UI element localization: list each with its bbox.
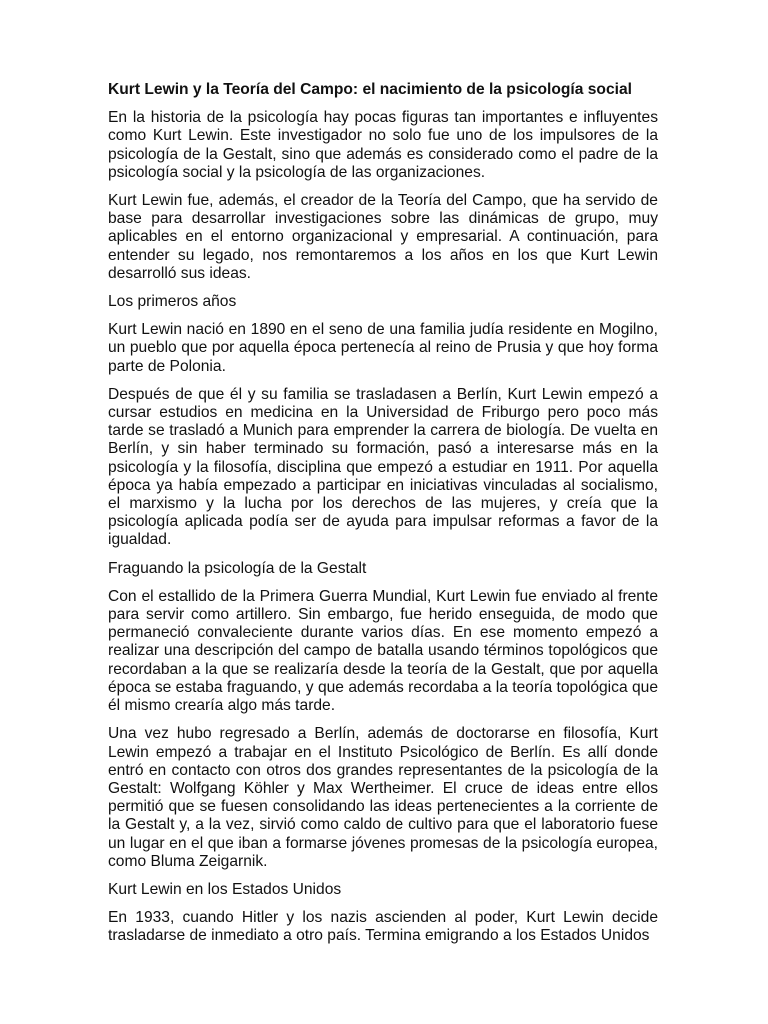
paragraph-berlin-institute: Una vez hubo regresado a Berlín, además de doctorarse en filosofía, Kurt Lewin empezó a trabajar en el Instituto Psicológico de Berlín. Es allí donde entró en contacto con otros dos grandes representantes de la psicología de la Gestalt: Wolfgang Köhler y Max Wertheimer. El cruce de ideas entre ellos permitió que se fuesen consolidando las ideas pertenecientes a la corriente de la Gestalt y, a la vez, sirvió como caldo de cultivo para que el laboratorio fuese un lugar en el que iban a formarse jóvenes promesas de la psicología europea, como Bluma Zeigarnik. <box>108 725 658 870</box>
section-heading-early-years: Los primeros años <box>108 293 237 311</box>
paragraph-field-theory: Kurt Lewin fue, además, el creador de la Teoría del Campo, que ha servido de base para desarrollar investigaciones sobre las dinámicas de grupo, muy aplicables en el entorno organizacional y empresarial. A continuación, para entender su legado, nos remontaremos a los años en los que Kurt Lewin desarrolló sus ideas. <box>108 192 658 282</box>
section-heading-united-states: Kurt Lewin en los Estados Unidos <box>108 880 342 898</box>
paragraph-war: Con el estallido de la Primera Guerra Mundial, Kurt Lewin fue enviado al frente para servir como artillero. Sin embargo, fue herido enseguida, de modo que permaneció convaleciente durante varios días. En ese momento empezó a realizar una descripción del campo de batalla usando términos topológicos que recordaban a la que se realizaría desde la teoría de la Gestalt, que por aquella época se estaba fraguando, y que además recordaba a la teoría topológica que él mismo crearía algo más tarde. <box>108 587 658 715</box>
section-heading-gestalt: Fraguando la psicología de la Gestalt <box>108 559 367 577</box>
document-title: Kurt Lewin y la Teoría del Campo: el nacimiento de la psicología social <box>108 81 632 98</box>
paragraph-birth: Kurt Lewin nació en 1890 en el seno de una familia judía residente en Mogilno, un pueblo que por aquella época pertenecía al reino de Prusia y que hoy forma parte de Polonia. <box>108 321 658 375</box>
paragraph-studies: Después de que él y su familia se trasladasen a Berlín, Kurt Lewin empezó a cursar estudios en medicina en la Universidad de Friburgo pero poco más tarde se trasladó a Munich para emprender la carrera de biología. De vuelta en Berlín, y sin haber terminado su formación, pasó a interesarse más en la psicología y la filosofía, disciplina que empezó a estudiar en 1911. Por aquella época ya había empezado a participar en iniciativas vinculadas al socialismo, el marxismo y la lucha por los derechos de las mujeres, y creía que la psicología aplicada podía ser de ayuda para impulsar reformas a favor de la igualdad. <box>108 385 658 549</box>
document-page <box>108 81 658 956</box>
paragraph-emigration: En 1933, cuando Hitler y los nazis ascienden al poder, Kurt Lewin decide trasladarse de inmediato a otro país. Termina emigrando a los Estados Unidos <box>108 909 658 945</box>
paragraph-intro: En la historia de la psicología hay pocas figuras tan importantes e influyentes como Kurt Lewin. Este investigador no solo fue uno de los impulsores de la psicología de la Gestalt, sino que además es considerado como el padre de la psicología social y la psicología de las organizaciones. <box>108 109 658 181</box>
